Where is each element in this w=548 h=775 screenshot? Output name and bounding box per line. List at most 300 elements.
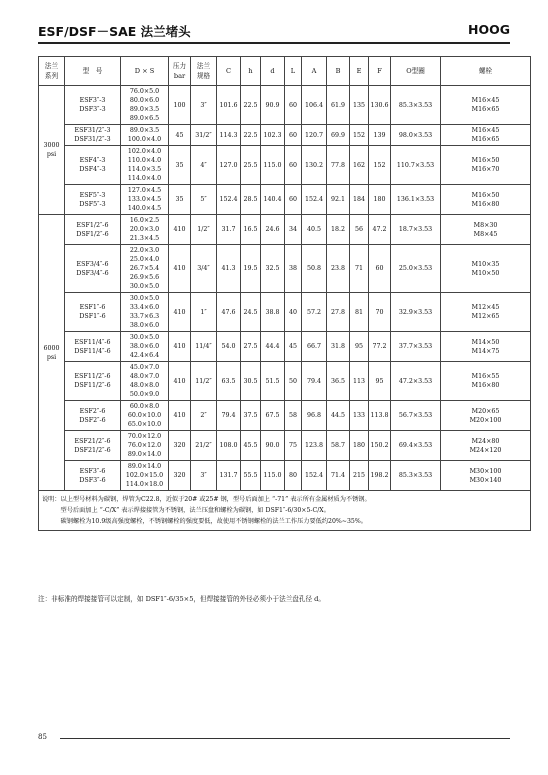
b-cell: 69.9: [327, 125, 350, 146]
e-cell: 215: [350, 461, 369, 491]
model-name: ESF21/2″-6: [74, 437, 111, 445]
d-cell: 102.3: [261, 125, 285, 146]
dxs-cell: [121, 401, 169, 431]
c-cell: 63.5: [217, 362, 241, 401]
table-row: [39, 125, 531, 146]
dxs-value: 48.0×7.0: [129, 373, 160, 380]
bolt-value: M16×45: [471, 97, 500, 104]
bolt-value: M20×100: [469, 416, 502, 424]
oring-cell: 85.3×3.53: [391, 86, 441, 125]
f-cell: 139: [369, 125, 391, 146]
size-cell: 4″: [191, 146, 217, 185]
f-cell: 198.2: [369, 461, 391, 491]
f-cell: 130.6: [369, 86, 391, 125]
dxs-value: 127.0×4.5: [127, 187, 162, 194]
model-name: DSF3″-3: [79, 106, 106, 113]
dxs-value: 76.0×12.0: [127, 442, 162, 449]
dxs-value: 45.0×7.0: [129, 364, 160, 371]
bolt-value: M16×55: [471, 373, 500, 380]
table-row: [39, 362, 531, 401]
table-row: [39, 146, 531, 185]
h-cell: 16.5: [241, 215, 261, 245]
model-name: DSF1″-6: [79, 313, 106, 320]
bolt-value: M16×50: [471, 191, 500, 199]
l-cell: 50: [285, 362, 302, 401]
dxs-value: 30.0×5.0: [129, 295, 160, 302]
f-cell: 77.2: [369, 332, 391, 362]
bar-cell: 320: [169, 431, 191, 461]
a-cell: 57.2: [302, 293, 327, 332]
bar-cell: 410: [169, 293, 191, 332]
dxs-value: 16.0×2.5: [129, 217, 160, 224]
dxs-value: 80.0×6.0: [129, 97, 160, 104]
d-cell: 24.6: [261, 215, 285, 245]
h-cell: 55.5: [241, 461, 261, 491]
e-cell: 135: [350, 86, 369, 125]
l-cell: 40: [285, 293, 302, 332]
bolt-value: M10×50: [471, 269, 500, 277]
bolt-cell: [441, 431, 531, 461]
d-cell: 115.0: [261, 461, 285, 491]
size-cell: 1/2″: [191, 215, 217, 245]
model-cell: [65, 461, 121, 491]
model-name: ESF5″-3: [79, 191, 106, 199]
table-row: [39, 185, 531, 215]
table-row: [39, 293, 531, 332]
model-cell: [65, 185, 121, 215]
d-cell: 38.8: [261, 293, 285, 332]
size-cell: 3″: [191, 461, 217, 491]
h-cell: 24.5: [241, 293, 261, 332]
col-a: A: [302, 57, 327, 86]
size-cell: 31/2″: [191, 125, 217, 146]
e-cell: 133: [350, 401, 369, 431]
model-name: DSF31/2″-3: [74, 136, 111, 143]
footnote: 注：非标准的焊接接管可以定制，如 DSF1″-6/35×5，但焊接接管的外径必须小于法兰盘孔径 d。: [38, 595, 325, 603]
footer-rule: [60, 738, 510, 739]
l-cell: 75: [285, 431, 302, 461]
bolt-value: M12×45: [471, 304, 500, 311]
d-cell: 67.5: [261, 401, 285, 431]
col-size: 法兰 规格: [191, 57, 217, 86]
b-cell: 23.8: [327, 245, 350, 293]
e-cell: 81: [350, 293, 369, 332]
bolt-value: M16×80: [471, 200, 500, 208]
model-name: DSF2″-6: [79, 416, 106, 424]
dxs-cell: [121, 362, 169, 401]
bolt-value: M16×50: [471, 157, 500, 164]
dxs-cell: [121, 146, 169, 185]
model-name: DSF5″-3: [79, 200, 106, 208]
dxs-value: 21.3×4.5: [129, 235, 160, 242]
dxs-value: 26.9×5.6: [129, 274, 160, 281]
c-cell: 127.0: [217, 146, 241, 185]
bolt-value: M24×80: [471, 437, 500, 445]
dxs-value: 30.0×5.0: [129, 334, 160, 341]
series-cell: [39, 215, 65, 491]
h-cell: 28.5: [241, 185, 261, 215]
bolt-value: M16×80: [471, 382, 500, 389]
col-b: B: [327, 57, 350, 86]
bolt-value: M16×70: [471, 166, 500, 173]
bolt-value: M10×35: [471, 260, 500, 268]
series-cell: [39, 86, 65, 215]
c-cell: 41.3: [217, 245, 241, 293]
col-model: 型 号: [65, 57, 121, 86]
bolt-value: M12×65: [471, 313, 500, 320]
col-oring: O型圈: [391, 57, 441, 86]
h-cell: 22.5: [241, 86, 261, 125]
table-row: [39, 215, 531, 245]
table-row: [39, 245, 531, 293]
f-cell: 113.8: [369, 401, 391, 431]
dxs-value: 42.4×6.4: [129, 352, 160, 359]
a-cell: 50.8: [302, 245, 327, 293]
a-cell: 152.4: [302, 461, 327, 491]
series-label: 3000: [43, 142, 60, 149]
e-cell: 152: [350, 125, 369, 146]
bar-cell: 45: [169, 125, 191, 146]
table-row: [39, 332, 531, 362]
oring-cell: 32.9×3.53: [391, 293, 441, 332]
l-cell: 60: [285, 125, 302, 146]
dxs-value: 133.0×4.5: [127, 196, 162, 203]
d-cell: 140.4: [261, 185, 285, 215]
e-cell: 184: [350, 185, 369, 215]
c-cell: 131.7: [217, 461, 241, 491]
model-name: DSF4″-3: [79, 166, 106, 173]
dxs-value: 114.0×4.0: [127, 175, 162, 182]
a-cell: 130.2: [302, 146, 327, 185]
bolt-value: M14×75: [471, 347, 500, 355]
l-cell: 60: [285, 86, 302, 125]
model-cell: [65, 431, 121, 461]
col-d: d: [261, 57, 285, 86]
h-cell: 19.5: [241, 245, 261, 293]
model-name: DSF11/4″-6: [74, 347, 111, 355]
col-f: F: [369, 57, 391, 86]
f-cell: 150.2: [369, 431, 391, 461]
d-cell: 44.4: [261, 332, 285, 362]
dxs-cell: [121, 245, 169, 293]
d-cell: 90.9: [261, 86, 285, 125]
dxs-value: 20.0×3.0: [129, 226, 160, 233]
a-cell: 79.4: [302, 362, 327, 401]
model-name: ESF11/2″-6: [74, 373, 111, 380]
note-line: 碳钢螺栓为10.9级高强度螺栓，不锈钢螺栓的强度要低，故使用不锈钢螺栓的法兰工作压力要低约20%~35%。: [42, 518, 367, 525]
model-cell: [65, 215, 121, 245]
model-name: DSF3/4″-6: [76, 269, 109, 277]
oring-cell: 18.7×3.53: [391, 215, 441, 245]
bolt-cell: [441, 86, 531, 125]
dxs-cell: [121, 461, 169, 491]
l-cell: 58: [285, 401, 302, 431]
b-cell: 71.4: [327, 461, 350, 491]
header-rule: [38, 42, 510, 44]
dxs-value: 70.0×12.0: [127, 433, 162, 440]
dxs-value: 60.0×8.0: [129, 403, 160, 410]
size-cell: 3/4″: [191, 245, 217, 293]
model-name: ESF31/2″-3: [74, 127, 111, 134]
bolt-value: M16×65: [471, 136, 500, 143]
dxs-value: 50.0×9.0: [129, 391, 160, 398]
l-cell: 45: [285, 332, 302, 362]
b-cell: 58.7: [327, 431, 350, 461]
model-name: ESF4″-3: [79, 157, 106, 164]
e-cell: 113: [350, 362, 369, 401]
model-name: ESF11/4″-6: [74, 338, 111, 346]
brand-name: HOOG: [468, 22, 510, 37]
bar-cell: 410: [169, 332, 191, 362]
c-cell: 79.4: [217, 401, 241, 431]
e-cell: 180: [350, 431, 369, 461]
bar-cell: 410: [169, 362, 191, 401]
dxs-value: 89.0×3.5: [129, 127, 160, 134]
dxs-value: 22.0×3.0: [129, 247, 160, 254]
model-cell: [65, 245, 121, 293]
bar-cell: 320: [169, 461, 191, 491]
bar-cell: 35: [169, 146, 191, 185]
bolt-cell: [441, 215, 531, 245]
f-cell: 47.2: [369, 215, 391, 245]
bar-cell: 410: [169, 245, 191, 293]
page-title: ESF/DSF－SAE 法兰堵头: [38, 24, 191, 39]
dxs-value: 25.0×4.0: [129, 256, 160, 263]
spec-table: [38, 56, 531, 531]
size-cell: 5″: [191, 185, 217, 215]
model-name: DSF1/2″-6: [76, 230, 109, 238]
bolt-value: M24×120: [469, 446, 502, 454]
notes-cell: [39, 491, 531, 531]
dxs-value: 60.0×10.0: [127, 412, 162, 419]
model-cell: [65, 125, 121, 146]
dxs-value: 30.0×5.0: [129, 283, 160, 290]
e-cell: 95: [350, 332, 369, 362]
notes-row: [39, 491, 531, 531]
model-cell: [65, 332, 121, 362]
h-cell: 22.5: [241, 125, 261, 146]
b-cell: 36.5: [327, 362, 350, 401]
bolt-cell: [441, 461, 531, 491]
note-line: 型号后面加上 “-C/X” 表示焊接接管为不锈钢，法兰压盘和螺栓为碳钢，如 DSF1″-6/30×5-C/X。: [42, 507, 330, 514]
dxs-cell: [121, 332, 169, 362]
oring-cell: 85.3×3.53: [391, 461, 441, 491]
model-name: DSF3″-6: [79, 476, 106, 484]
size-cell: 21/2″: [191, 431, 217, 461]
col-pressure: 压力 bar: [169, 57, 191, 86]
size-cell: 11/4″: [191, 332, 217, 362]
bolt-value: M16×45: [471, 127, 500, 134]
model-name: ESF3″-3: [79, 97, 106, 104]
h-cell: 27.5: [241, 332, 261, 362]
l-cell: 60: [285, 146, 302, 185]
model-name: ESF2″-6: [79, 407, 106, 415]
dxs-value: 102.0×15.0: [125, 472, 164, 479]
bolt-cell: [441, 401, 531, 431]
b-cell: 77.8: [327, 146, 350, 185]
dxs-value: 100.0×4.0: [127, 136, 162, 143]
dxs-value: 33.7×6.3: [129, 313, 160, 320]
a-cell: 123.8: [302, 431, 327, 461]
dxs-cell: [121, 293, 169, 332]
bolt-cell: [441, 245, 531, 293]
col-series: 法兰 系列: [39, 57, 65, 86]
note-line: 说明：以上型号材料为碳钢，焊管为C22.8，近似于20# 或25# 钢，型号后面加上 “-71” 表示所有金属材质为不锈钢。: [42, 496, 371, 503]
bar-cell: 35: [169, 185, 191, 215]
oring-cell: 136.1×3.53: [391, 185, 441, 215]
page-number: 85: [38, 733, 47, 741]
dxs-value: 38.0×6.0: [129, 343, 160, 350]
b-cell: 18.2: [327, 215, 350, 245]
c-cell: 31.7: [217, 215, 241, 245]
size-cell: 2″: [191, 401, 217, 431]
f-cell: 60: [369, 245, 391, 293]
dxs-value: 89.0×6.5: [129, 115, 160, 122]
bolt-cell: [441, 332, 531, 362]
series-label: 6000: [43, 344, 60, 352]
table-header-row: [39, 57, 531, 86]
dxs-value: 76.0×5.0: [129, 88, 160, 95]
dxs-value: 48.0×8.0: [129, 382, 160, 389]
size-cell: 3″: [191, 86, 217, 125]
size-cell: 11/2″: [191, 362, 217, 401]
dxs-value: 33.4×6.0: [129, 304, 160, 311]
model-cell: [65, 86, 121, 125]
dxs-cell: [121, 125, 169, 146]
dxs-value: 65.0×10.0: [127, 421, 162, 428]
dxs-cell: [121, 185, 169, 215]
bar-cell: 410: [169, 215, 191, 245]
col-e: E: [350, 57, 369, 86]
bar-cell: 100: [169, 86, 191, 125]
dxs-value: 89.0×14.0: [127, 451, 162, 458]
bolt-cell: [441, 293, 531, 332]
bolt-value: M14×50: [471, 338, 500, 346]
bolt-value: M30×100: [469, 467, 502, 475]
dxs-cell: [121, 431, 169, 461]
model-name: ESF3″-6: [79, 467, 106, 475]
dxs-value: 114.0×3.5: [127, 166, 162, 173]
bolt-value: M20×65: [471, 407, 500, 415]
col-l: L: [285, 57, 302, 86]
page-header: [38, 22, 510, 42]
h-cell: 30.5: [241, 362, 261, 401]
l-cell: 60: [285, 185, 302, 215]
e-cell: 56: [350, 215, 369, 245]
bolt-cell: [441, 146, 531, 185]
model-cell: [65, 362, 121, 401]
col-h: h: [241, 57, 261, 86]
d-cell: 51.5: [261, 362, 285, 401]
table-row: [39, 86, 531, 125]
a-cell: 106.4: [302, 86, 327, 125]
b-cell: 44.5: [327, 401, 350, 431]
bolt-cell: [441, 185, 531, 215]
b-cell: 27.8: [327, 293, 350, 332]
a-cell: 152.4: [302, 185, 327, 215]
dxs-value: 114.0×18.0: [125, 481, 164, 488]
model-cell: [65, 146, 121, 185]
f-cell: 152: [369, 146, 391, 185]
col-dxs: D × S: [121, 57, 169, 86]
a-cell: 96.8: [302, 401, 327, 431]
dxs-value: 26.7×5.4: [129, 265, 160, 272]
bolt-value: M8×45: [473, 230, 498, 238]
h-cell: 25.5: [241, 146, 261, 185]
bar-cell: 410: [169, 401, 191, 431]
oring-cell: 37.7×3.53: [391, 332, 441, 362]
bolt-value: M30×140: [469, 476, 502, 484]
f-cell: 95: [369, 362, 391, 401]
dxs-cell: [121, 86, 169, 125]
b-cell: 92.1: [327, 185, 350, 215]
model-name: DSF11/2″-6: [74, 382, 111, 389]
col-c: C: [217, 57, 241, 86]
c-cell: 47.6: [217, 293, 241, 332]
oring-cell: 56.7×3.53: [391, 401, 441, 431]
oring-cell: 47.2×3.53: [391, 362, 441, 401]
a-cell: 66.7: [302, 332, 327, 362]
series-label: psi: [46, 353, 57, 361]
oring-cell: 110.7×3.53: [391, 146, 441, 185]
model-cell: [65, 401, 121, 431]
table-row: [39, 431, 531, 461]
oring-cell: 25.0×3.53: [391, 245, 441, 293]
model-name: ESF1″-6: [79, 304, 106, 311]
table-row: [39, 401, 531, 431]
a-cell: 40.5: [302, 215, 327, 245]
bolt-cell: [441, 362, 531, 401]
e-cell: 162: [350, 146, 369, 185]
c-cell: 101.6: [217, 86, 241, 125]
a-cell: 120.7: [302, 125, 327, 146]
l-cell: 38: [285, 245, 302, 293]
model-name: ESF3/4″-6: [76, 260, 109, 268]
dxs-value: 89.0×14.0: [127, 463, 162, 470]
c-cell: 108.0: [217, 431, 241, 461]
bolt-cell: [441, 125, 531, 146]
dxs-value: 102.0×4.0: [127, 148, 162, 155]
dxs-value: 110.0×4.0: [127, 157, 162, 164]
d-cell: 115.0: [261, 146, 285, 185]
d-cell: 32.5: [261, 245, 285, 293]
dxs-value: 38.0×6.0: [129, 322, 160, 329]
bolt-value: M16×65: [471, 106, 500, 113]
l-cell: 80: [285, 461, 302, 491]
e-cell: 71: [350, 245, 369, 293]
dxs-cell: [121, 215, 169, 245]
series-label: psi: [46, 151, 57, 158]
c-cell: 114.3: [217, 125, 241, 146]
oring-cell: 69.4×3.53: [391, 431, 441, 461]
b-cell: 61.9: [327, 86, 350, 125]
col-bolt: 螺栓: [441, 57, 531, 86]
c-cell: 54.0: [217, 332, 241, 362]
bolt-value: M8×30: [473, 221, 498, 229]
c-cell: 152.4: [217, 185, 241, 215]
oring-cell: 98.0×3.53: [391, 125, 441, 146]
d-cell: 90.0: [261, 431, 285, 461]
size-cell: 1″: [191, 293, 217, 332]
f-cell: 70: [369, 293, 391, 332]
model-name: DSF21/2″-6: [74, 446, 111, 454]
dxs-value: 89.0×3.5: [129, 106, 160, 113]
f-cell: 180: [369, 185, 391, 215]
h-cell: 45.5: [241, 431, 261, 461]
table-row: [39, 461, 531, 491]
l-cell: 34: [285, 215, 302, 245]
h-cell: 37.5: [241, 401, 261, 431]
